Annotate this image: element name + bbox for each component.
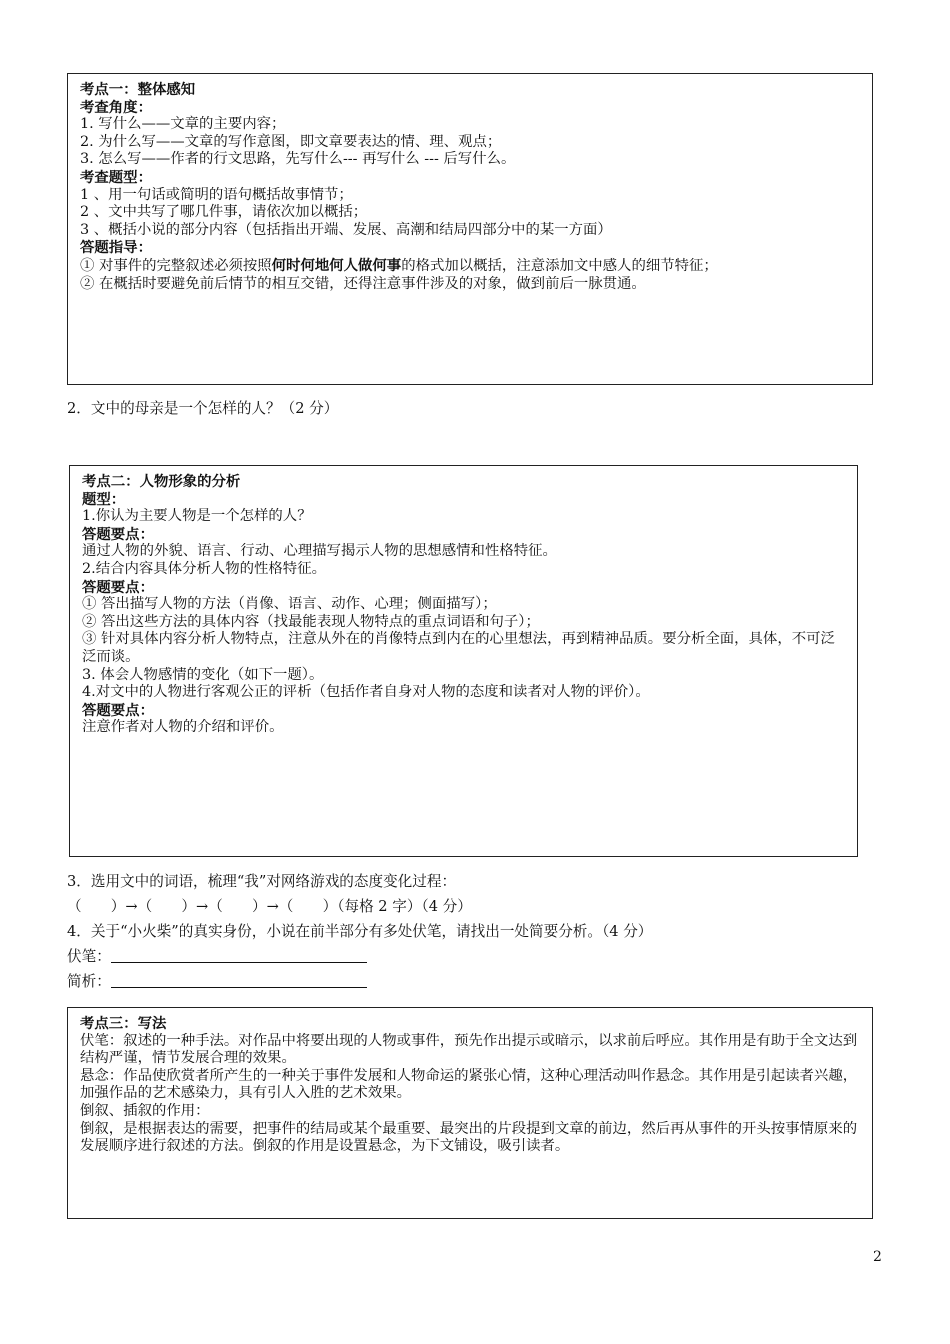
points-heading: 答题要点： [82,525,154,543]
suspense-paragraph: 悬念：作品使欣赏者所产生的一种关于事件发展和人物命运的紧张心情，这种心理活动叫作悬念。其作用是引起读者兴趣，加强作品的艺术感染力，具有引人入胜的艺术效果。 [80,1067,858,1102]
item-4: 4.对文中的人物进行客观公正的评析（包括作者自身对人物的态度和读者对人物的评价）。 [82,684,650,701]
type-item: 1 、用一句话或简明的语句概括故事情节； [80,186,353,203]
angle-item: 1. 写什么——文章的主要内容； [80,116,286,133]
guide-1-pre: ① 对事件的完整叙述必须按照 [80,257,272,274]
exam-point-1-box [67,73,873,385]
question-4: 4．关于“小火柴”的真实身份，小说在前半部分有多处伏笔，请找出一处简要分析。（4 分） [67,923,653,940]
exam-point-2-title: 考点二：人物形象的分析 [82,473,241,490]
foreshadow-label: 伏笔： [67,948,111,965]
foreshadow-paragraph: 伏笔：叙述的一种手法。对作品中将要出现的人物或事件，预先作出提示或暗示，以求前后呼应。其作用是有助于全文达到结构严谨，情节发展合理的效果。 [80,1032,858,1067]
points-heading-2: 答题要点： [82,578,154,596]
exam-point-3-title: 考点三：写法 [80,1015,167,1032]
question-3: 3．选用文中的词语，梳理“我”对网络游戏的态度变化过程： [67,873,457,890]
type-item: 3 、概括小说的部分内容（包括指出开端、发展、高潮和结局四部分中的某一方面） [80,221,612,238]
type-heading: 考查题型： [80,168,152,186]
item-2-answer: ③ 针对具体内容分析人物特点，注意从外在的肖像特点到内在的心里想法，再到精神品质。要分析全面，具体，不可泛泛而谈。 [82,631,835,665]
item-4-answer: 注意作者对人物的介绍和评价。 [82,719,284,736]
guide-heading: 答题指导： [80,239,152,257]
points-heading-3: 答题要点： [82,701,154,719]
guide-item-1 [80,257,862,276]
angle-heading: 考查角度： [80,98,152,116]
angle-item: 3. 怎么写——作者的行文思路，先写什么--- 再写什么 --- 后写什么。 [80,151,516,168]
item-1: 1.你认为主要人物是一个怎样的人？ [82,508,312,525]
question-2: 2．文中的母亲是一个怎样的人？（2 分） [67,400,339,417]
page-number: 2 [873,1249,882,1265]
question-3-blanks: （ ）→（ ）→（ ）→（ ）（每格 2 字）（4 分） [67,898,472,915]
analysis-answer-line [67,972,367,992]
analysis-blank[interactable] [111,973,367,988]
item-2-answer: ② 答出这些方法的具体内容（找最能表现人物特点的重点词语和句子）； [82,613,540,630]
analysis-label: 简析： [67,973,111,990]
guide-1-post: 的格式加以概括，注意添加文中感人的细节特征； [401,257,718,274]
type-heading: 题型： [82,490,126,508]
guide-item-2: ② 在概括时要避免前后情节的相互交错，还得注意事件涉及的对象，做到前后一脉贯通。 [80,275,646,292]
flashback-heading: 倒叙、插叙的作用： [80,1102,210,1119]
angle-item: 2. 为什么写——文章的写作意图，即文章要表达的情、理、观点； [80,133,502,150]
guide-1-bold: 何时何地何人做何事 [271,256,402,274]
item-2: 2.结合内容具体分析人物的性格特征。 [82,560,326,577]
item-2-answer: ① 答出描写人物的方法（肖像、语言、动作、心理；侧面描写）； [82,596,497,613]
exam-point-1-title: 考点一：整体感知 [80,81,196,98]
flashback-paragraph: 倒叙，是根据表达的需要，把事件的结局或某个最重要、最突出的片段提到文章的前边，然后再从事件的开头按事情原来的发展顺序进行叙述的方法。倒叙的作用是设置悬念，为下文铺设，吸引读者。 [80,1120,858,1155]
item-1-answer: 通过人物的外貌、语言、行动、心理描写揭示人物的思想感情和性格特征。 [82,543,557,560]
type-item: 2 、文中共写了哪几件事，请依次加以概括； [80,204,368,221]
foreshadow-blank[interactable] [111,948,367,963]
item-3: 3. 体会人物感情的变化（如下一题）。 [82,666,324,683]
exam-point-2-box [69,465,858,857]
foreshadow-answer-line [67,947,367,967]
exam-point-3-box [67,1007,873,1219]
